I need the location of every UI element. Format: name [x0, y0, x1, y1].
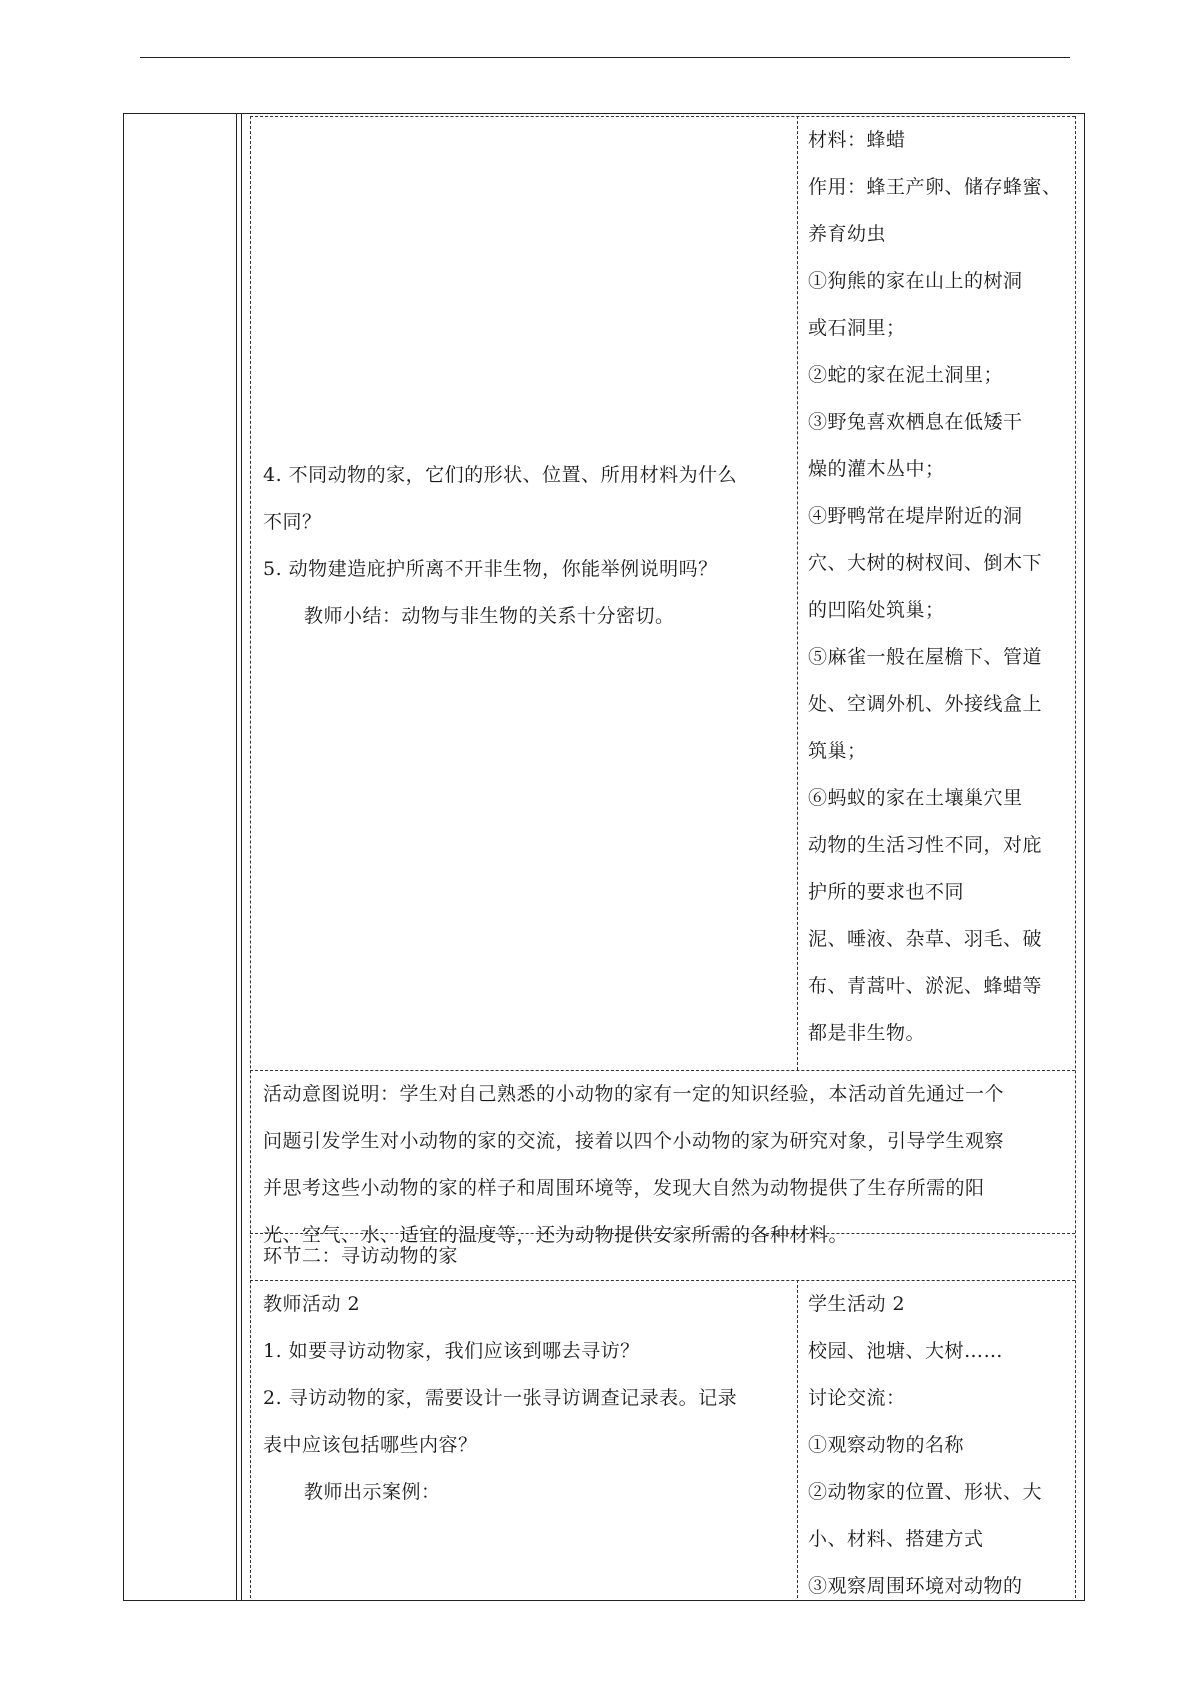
- intent-line: 光、空气、水、适宜的温度等，还为动物提供安家所需的各种材料。: [263, 1224, 849, 1246]
- student-answer-line: ②蛇的家在泥土洞里；: [808, 364, 1004, 386]
- student-activity2-line: 小、材料、搭建方式: [808, 1528, 984, 1550]
- dashed-left-border: [250, 116, 251, 1598]
- student-answer-line: ⑥蚂蚁的家在土壤巢穴里: [808, 787, 1023, 809]
- student-answer-line: 作用：蜂王产卵、储存蜂蜜、: [808, 176, 1062, 198]
- teacher-activity2-line: 2. 寻访动物的家，需要设计一张寻访调查记录表。记录: [263, 1387, 738, 1409]
- student-answer-line: 处、空调外机、外接线盒上: [808, 693, 1043, 715]
- header-rule: [140, 57, 1070, 58]
- student-activity2-line: ①观察动物的名称: [808, 1434, 965, 1456]
- student-activity2: [808, 1281, 1042, 1610]
- student-answer-line: 穴、大树的树杈间、倒木下: [808, 552, 1043, 574]
- student-activity2-heading: 学生活动 2: [808, 1293, 906, 1315]
- student-activity2-line: 讨论交流：: [808, 1387, 906, 1409]
- student-answer-line: 都是非生物。: [808, 1022, 926, 1044]
- student-answer-line: ⑤麻雀一般在屋檐下、管道: [808, 646, 1043, 668]
- left-column-divider-inner: [241, 113, 242, 1601]
- student-answer-line: 泥、唾液、杂草、羽毛、破: [808, 928, 1043, 950]
- activity-intent: [263, 1071, 1004, 1259]
- student-answer-line: ①狗熊的家在山上的树洞: [808, 270, 1023, 292]
- teacher-activity2-line: 教师出示案例：: [304, 1481, 441, 1503]
- student-answer-line: 筑巢；: [808, 740, 867, 762]
- student-answer-line: 护所的要求也不同: [808, 881, 965, 903]
- left-column-divider: [236, 113, 237, 1601]
- student-answer-line: 布、青蒿叶、淤泥、蜂蜡等: [808, 975, 1043, 997]
- student-answer-line: 动物的生活习性不同，对庇: [808, 834, 1043, 856]
- teacher-activity2-line: 1. 如要寻访动物家，我们应该到哪去寻访？: [263, 1340, 640, 1362]
- student-answer-line: 燥的灌木丛中；: [808, 458, 945, 480]
- student-answer-line: 养育幼虫: [808, 223, 887, 245]
- student-answer-line: 的凹陷处筑巢；: [808, 599, 945, 621]
- student-activity2-line: ③观察周围环境对动物的: [808, 1575, 1023, 1597]
- student-answer-line: ③野兔喜欢栖息在低矮干: [808, 411, 1023, 433]
- question-5: 5. 动物建造庇护所离不开非生物，你能举例说明吗？: [263, 558, 718, 580]
- student-answer-line: 材料：蜂蜡: [808, 129, 906, 151]
- intent-line: 活动意图说明：学生对自己熟悉的小动物的家有一定的知识经验，本活动首先通过一个: [263, 1083, 1005, 1105]
- student-activity2-line: ②动物家的位置、形状、大: [808, 1481, 1043, 1503]
- question-4-line1: 4. 不同动物的家，它们的形状、位置、所用材料为什么: [263, 464, 738, 486]
- dashed-column-divider-2: [797, 1280, 798, 1598]
- teacher-activity2-heading: 教师活动 2: [263, 1293, 361, 1315]
- teacher-activity2-line: 表中应该包括哪些内容？: [263, 1434, 478, 1456]
- teacher-summary: 教师小结：动物与非生物的关系十分密切。: [304, 605, 675, 627]
- student-activity2-line: 校园、池塘、大树……: [808, 1340, 1004, 1362]
- question-4-line2: 不同？: [263, 511, 322, 533]
- section2-title: 环节二：寻访动物的家: [263, 1245, 459, 1267]
- dashed-right-border: [1075, 116, 1076, 1598]
- student-answer-line: ④野鸭常在堤岸附近的洞: [808, 505, 1023, 527]
- intent-line: 并思考这些小动物的家的样子和周围环境等，发现大自然为动物提供了生存所需的阳: [263, 1177, 985, 1199]
- intent-line: 问题引发学生对小动物的家的交流，接着以四个小动物的家为研究对象，引导学生观察: [263, 1130, 1005, 1152]
- student-answers: [808, 117, 1062, 1057]
- student-answer-line: 或石洞里；: [808, 317, 906, 339]
- dashed-column-divider-1: [797, 116, 798, 1070]
